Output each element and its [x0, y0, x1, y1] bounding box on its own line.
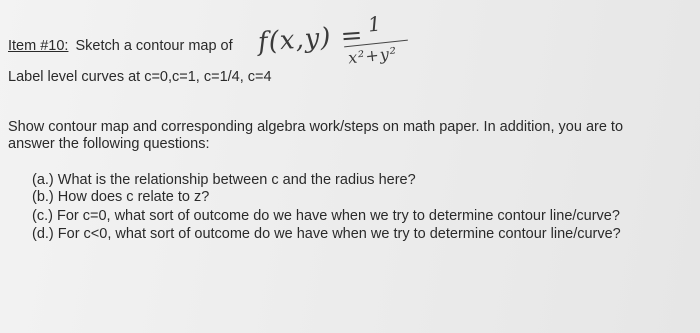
instructions-line-2: answer the following questions: [8, 136, 210, 152]
question-b: (b.) How does c relate to z? [32, 189, 210, 205]
handwritten-function: f(x,y) = [257, 20, 365, 58]
item-prompt: Sketch a contour map of [75, 38, 233, 54]
handwritten-numerator: 1 [366, 11, 382, 37]
instructions-line-1: Show contour map and corresponding algebra work/steps on math paper. In addition, you are to [8, 119, 624, 135]
level-curves-text: Label level curves at c=0,c=1, c=1/4, c=4 [8, 69, 272, 85]
handwritten-denominator: x²+y² [347, 43, 399, 68]
item-header [8, 37, 233, 55]
question-d: (d.) For c<0, what sort of outcome do we have when we try to determine contour line/curve? [32, 226, 621, 242]
question-a: (a.) What is the relationship between c and the radius here? [32, 172, 416, 188]
item-number-label: Item #10: [8, 38, 69, 54]
question-c: (c.) For c=0, what sort of outcome do we have when we try to determine contour line/curve? [32, 208, 620, 224]
